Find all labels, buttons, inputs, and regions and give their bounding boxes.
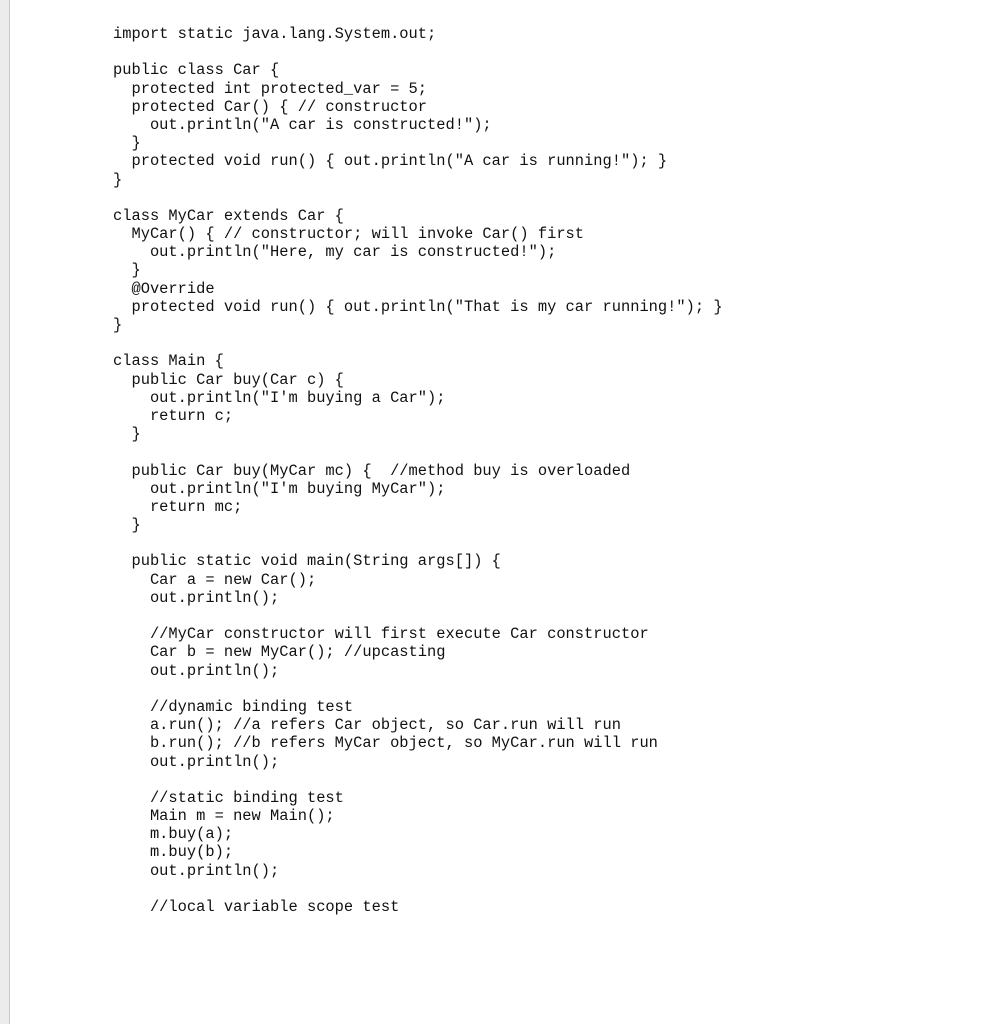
code-line-3: public class Car { [113, 61, 280, 80]
code-line-34: //MyCar constructor will first execute Car constructor [113, 625, 649, 644]
code-line-4: protected int protected_var = 5; [113, 79, 428, 98]
code-line-11: class MyCar extends Car { [113, 206, 344, 225]
code-line-35: Car b = new MyCar(); //upcasting [113, 643, 446, 662]
code-line-29 [113, 534, 723, 552]
code-line-18 [113, 334, 723, 352]
code-line-43: //static binding test [113, 788, 344, 807]
code-line-20: public Car buy(Car c) { [113, 370, 344, 389]
code-line-49: //local variable scope test [113, 898, 400, 916]
code-line-15: @Override [113, 279, 215, 298]
code-line-25: public Car buy(MyCar mc) { //method buy is overloaded [113, 461, 631, 480]
code-line-27: return mc; [113, 497, 243, 516]
code-line-31: Car a = new Car(); [113, 570, 317, 589]
code-line-38: //dynamic binding test [113, 697, 354, 716]
code-line-39: a.run(); //a refers Car object, so Car.run will run [113, 716, 621, 735]
code-line-1: import static java.lang.System.out; [113, 25, 437, 43]
code-line-47: out.println(); [113, 861, 280, 880]
code-line-22: return c; [113, 406, 234, 425]
code-line-48 [113, 880, 723, 898]
code-line-12: MyCar() { // constructor; will invoke Car() first [113, 225, 585, 244]
code-line-16: protected void run() { out.println("That is my car running!"); } [113, 297, 723, 316]
code-line-2 [113, 43, 723, 61]
code-line-42 [113, 771, 723, 789]
code-block [113, 25, 723, 916]
left-gutter [0, 0, 10, 1024]
code-line-36: out.println(); [113, 661, 280, 680]
code-line-14: } [113, 261, 141, 280]
code-line-7: } [113, 134, 141, 153]
code-line-32: out.println(); [113, 588, 280, 607]
code-line-41: out.println(); [113, 752, 280, 771]
code-line-45: m.buy(a); [113, 825, 234, 844]
code-line-5: protected Car() { // constructor [113, 97, 428, 116]
code-line-37 [113, 680, 723, 698]
code-line-19: class Main { [113, 352, 224, 371]
code-line-8: protected void run() { out.println("A car is running!"); } [113, 152, 668, 171]
code-line-24 [113, 443, 723, 461]
document-page [11, 0, 990, 1024]
code-line-40: b.run(); //b refers MyCar object, so MyCar.run will run [113, 734, 658, 753]
code-line-44: Main m = new Main(); [113, 807, 335, 826]
code-line-17: } [113, 316, 123, 334]
code-line-30: public static void main(String args[]) { [113, 552, 501, 571]
code-line-46: m.buy(b); [113, 843, 234, 862]
code-line-28: } [113, 516, 141, 535]
code-line-26: out.println("I'm buying MyCar"); [113, 479, 446, 498]
code-line-33 [113, 607, 723, 625]
code-line-9: } [113, 170, 123, 189]
code-line-6: out.println("A car is constructed!"); [113, 115, 492, 134]
code-line-23: } [113, 425, 141, 444]
code-line-13: out.println("Here, my car is constructed!"); [113, 243, 557, 262]
code-line-21: out.println("I'm buying a Car"); [113, 388, 446, 407]
code-line-10 [113, 189, 723, 207]
